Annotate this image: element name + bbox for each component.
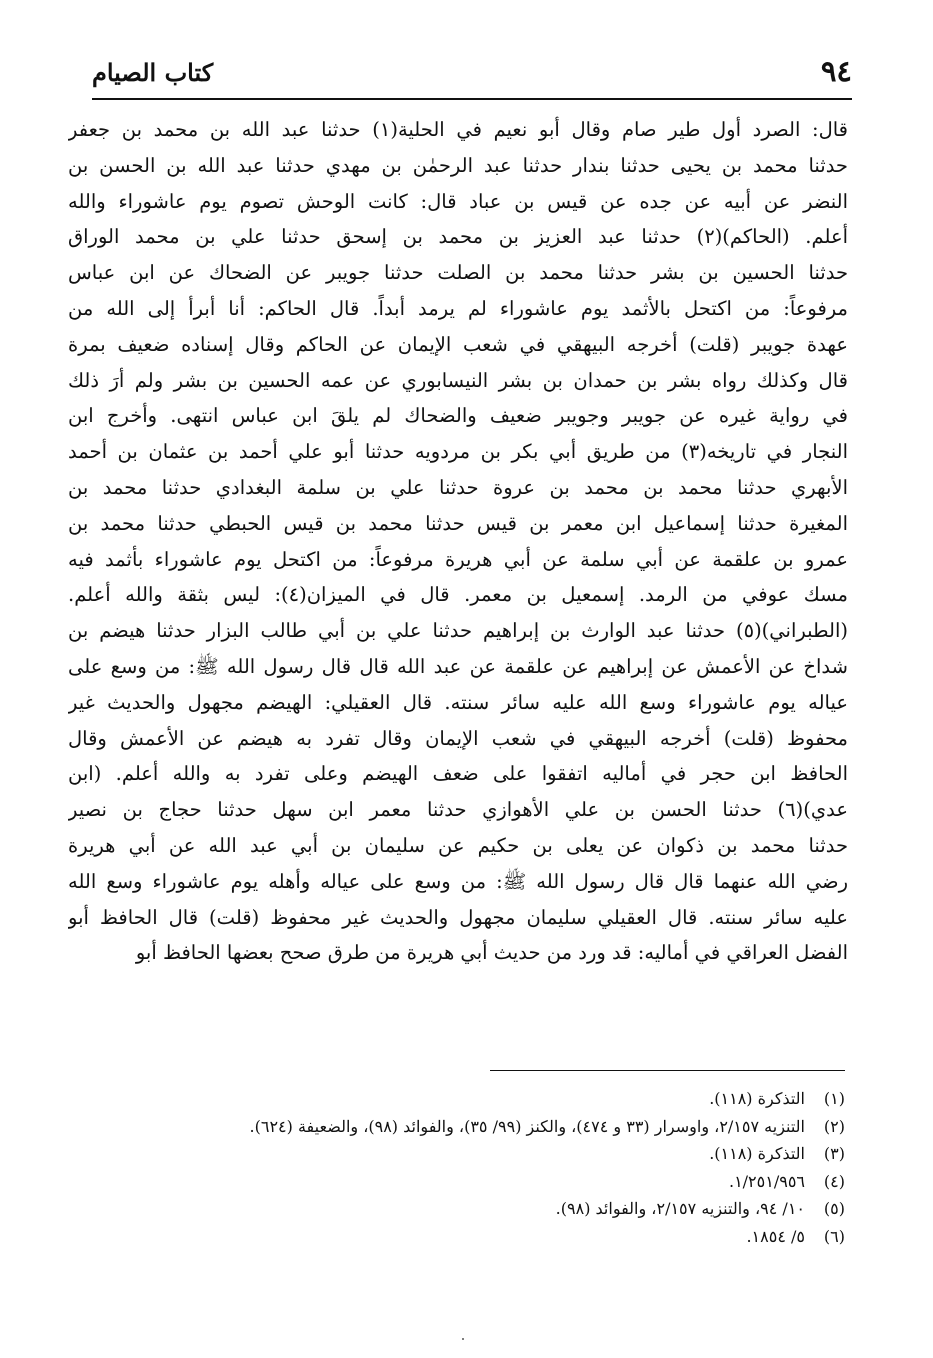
body-text	[68, 112, 848, 971]
body-line: رضي الله عنهما قال قال رسول الله ﷺ: من وسع على عياله وأهله يوم عاشوراء وسع الله	[68, 869, 848, 893]
body-line: محفوظ (قلت) أخرجه البيهقي في شعب الإيمان وقال تفرد به هيضم عن الأعمش وقال	[68, 726, 848, 750]
body-line: أعلم. (الحاكم)(٢) حدثنا عبد العزيز بن محمد بن إسحق حدثنا علي بن محمد الوراق	[68, 225, 848, 249]
body-line: عهدة جويبر (قلت) أخرجه البيهقي في شعب الإيمان عن الحاكم وقال إسناده ضعيف بمرة	[68, 332, 848, 356]
body-line: النجار في تاريخه(٣) من طريق أبي بكر بن مردويه حدثنا أبو علي أحمد بن عثمان بن أحمد	[68, 440, 848, 464]
footnote	[90, 1140, 845, 1168]
footnote-number: (٥)	[823, 1199, 845, 1218]
footnote-number: (٣)	[823, 1144, 845, 1163]
body-line: النضر عن أبيه عن جده عن قيس بن عباد قال: كانت الوحش تصوم يوم عاشوراء والله	[68, 189, 848, 213]
footnote	[90, 1168, 845, 1196]
footnote	[90, 1195, 845, 1223]
footnote-number: (١)	[823, 1089, 845, 1108]
footnote	[90, 1223, 845, 1251]
footnote-text: التذكرة (١١٨).	[709, 1144, 805, 1163]
page-number: ٩٤	[820, 54, 852, 88]
body-line: الفضل العراقي في أماليه: قد ورد من حديث أبي هريرة من طرق صحح بعضها الحافظ أبو	[135, 941, 848, 965]
footnote-rule	[490, 1070, 845, 1071]
body-line: شداخ عن الأعمش عن إبراهيم عن علقمة عن عبد الله قال قال رسول الله ﷺ: من وسع على	[68, 654, 848, 678]
body-line: حدثنا الحسين بن بشر حدثنا محمد بن الصلت حدثنا جويبر عن الضحاك عن ابن عباس	[68, 261, 848, 285]
body-line: عياله يوم عاشوراء وسع الله عليه سائر سنته. قال العقيلي: الهيضم مجهول والحديث غير	[68, 690, 848, 714]
footnotes	[90, 1085, 845, 1250]
footnote-number: (٢)	[823, 1116, 845, 1136]
footnote-text: ٥/ ١٨٥٤.	[746, 1226, 805, 1246]
body-line: عمرو بن علقمة عن أبي سلمة عن أبي هريرة مرفوعاً: من اكتحل يوم عاشوراء بأثمد فيه	[68, 547, 848, 571]
body-line: (الطبراني)(٥) حدثنا عبد الوارث بن إبراهيم حدثنا علي بن أبي طالب البزار حدثنا هيضم بن	[68, 619, 848, 643]
body-line: الحافظ ابن حجر في أماليه اتفقوا على ضعف الهيضم وعلى تفرد به والله أعلم. (ابن	[68, 762, 848, 786]
footnote-number: (٦)	[823, 1226, 845, 1246]
body-line: الأبهري حدثنا محمد بن محمد بن عروة حدثنا علي بن سلمة البغدادي حدثنا محمد بن	[68, 475, 848, 499]
footnote	[90, 1113, 845, 1141]
page-header	[92, 52, 852, 98]
footnote-text: التنزيه ٢/١٥٧، واوسرار (٣٣ و ٤٧٤)، والكنز (٩٩/ ٣٥)، والفوائد (٩٨)، والضعيفة (٦٢٤).	[249, 1116, 805, 1136]
footnote-text: ١/٢٥١/٩٥٦.	[728, 1171, 805, 1191]
body-line: عدي)(٦) حدثنا الحسن بن علي الأهوازي حدثنا معمر ابن سهل حدثنا حجاج بن نصير	[68, 798, 848, 822]
body-line: قال: الصرد أول طير صام وقال أبو نعيم في الحلية(١) حدثنا عبد الله بن محمد بن جعفر	[68, 118, 848, 141]
body-line: المغيرة حدثنا إسماعيل ابن معمر بن قيس حدثنا محمد بن قيس الحبطي حدثنا محمد بن	[68, 511, 848, 535]
footnote-text: التذكرة (١١٨).	[709, 1089, 805, 1108]
body-line: حدثنا محمد بن يحيى حدثنا بندار حدثنا عبد الرحمٰن بن مهدي حدثنا عبد الله بن الحسن بن	[68, 153, 848, 177]
header-rule	[92, 98, 852, 100]
footnote-text: ١٠/ ٩٤، والتنزيه ٢/١٥٧، والفوائد (٩٨).	[555, 1199, 805, 1218]
body-line: في رواية غيره عن جويبر وجويبر ضعيف والضحاك لم يلقَ ابن عباس انتهى. وأخرج ابن	[68, 404, 848, 428]
body-line: مرفوعاً: من اكتحل بالأثمد يوم عاشوراء لم يرمد أبداً. قال الحاكم: أنا أبرأ إلى الله من	[68, 296, 848, 320]
body-line: قال وكذلك رواه بشر بن حمدان بن بشر النيسابوري عن عمه الحسين بن بشر ولم أرَ ذلك	[68, 368, 848, 392]
body-line: عليه سائر سنته. قال العقيلي سليمان مجهول والحديث غير محفوظ (قلت) قال الحافظ أبو	[68, 905, 848, 929]
running-title: كتاب الصيام	[92, 58, 214, 87]
body-line: حدثنا محمد بن ذكوان عن يعلى بن حكيم عن سليمان بن أبي عبد الله عن أبي هريرة	[68, 833, 848, 857]
footnote-number: (٤)	[823, 1171, 845, 1191]
scan-speck	[462, 1338, 464, 1340]
body-line: مسك عوفي من الرمد. إسمعيل بن معمر. قال في الميزان(٤): ليس بثقة والله أعلم.	[68, 583, 848, 607]
footnote	[90, 1085, 845, 1113]
